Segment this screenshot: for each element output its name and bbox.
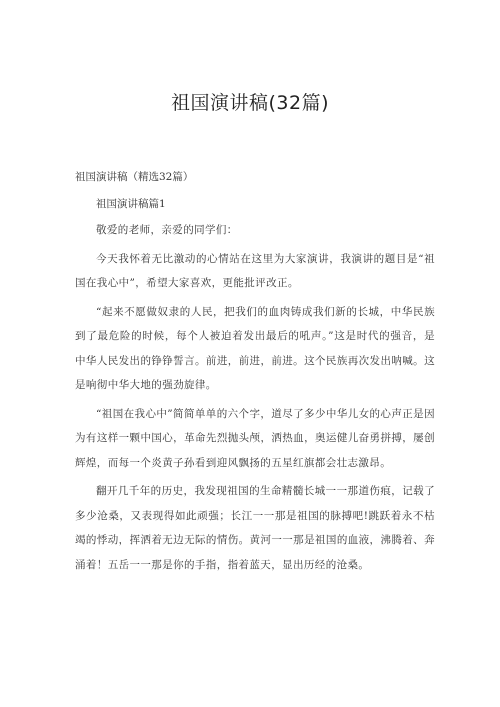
paragraph-heart: “祖国在我心中”简简单单的六个字，道尽了多少中华儿女的心声正是因为有这样一颗中国心，革命先烈抛头颅，洒热血，奥运健儿奋勇拼搏，屡创辉煌，而每一个炎黄子孙看到迎风飘扬的五星红旗都会壮志激昂。 — [75, 407, 435, 469]
document-body — [75, 218, 435, 581]
paragraph-intro: 今天我怀着无比激动的心情站在这里为大家演讲，我演讲的题目是“祖国在我心中”，希望大家喜欢，更能批评改正。 — [75, 252, 435, 289]
paragraph-history: 翻开几千年的历史，我发现祖国的生命精髓长城一一那道伤痕，记载了多少沧桑，又表现得如此顽强；长江一一那是祖国的脉搏吧!跳跃着永不枯竭的悸动，挥洒着无边无际的情伤。黄河一一那是祖国的血液，沸腾着、奔涌着！五岳一一那是你的手指，指着蓝天，显出历经的沧桑。 — [75, 485, 435, 571]
paragraph-greeting: 敬爱的老师，亲爱的同学们： — [96, 224, 238, 236]
document-subtitle: 祖国演讲稿（精选32篇） — [75, 171, 194, 183]
document-title: 祖国演讲稿(32篇) — [170, 92, 329, 114]
paragraph-anthem: “起来不愿做奴隶的人民，把我们的血肉铸成我们新的长城，中华民族到了最危险的时候，每个人被迫着发出最后的吼声。”这是时代的强音，是中华人民发出的铮铮誓言。前进，前进，前进。这个民族再次发出呐喊。这是响彻中华大地的强劲旋律。 — [75, 305, 435, 391]
section-heading: 祖国演讲稿篇1 — [96, 198, 166, 210]
